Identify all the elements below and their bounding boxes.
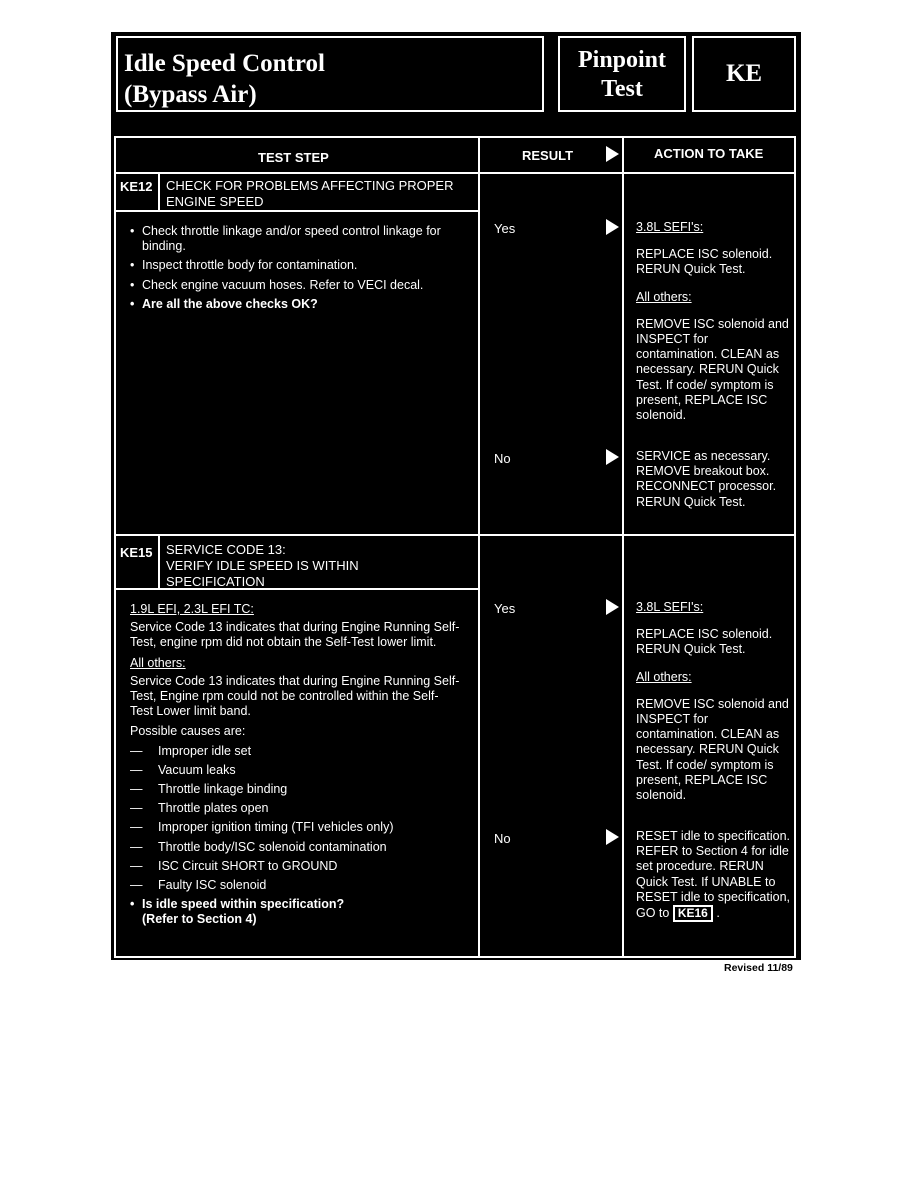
- result-arrow-icon: [606, 829, 619, 845]
- action-text: REMOVE ISC solenoid and INSPECT for contamination. CLEAN as necessary. RERUN Quick Test. If code/ symptom is present, REPLACE ISC solenoid.: [636, 696, 789, 803]
- title-line-2: (Bypass Air): [124, 81, 257, 108]
- step-checks: [130, 224, 460, 316]
- action-heading: All others:: [636, 669, 692, 684]
- result-yes: Yes: [494, 601, 516, 616]
- result-arrow-icon: [606, 449, 619, 465]
- step-id-underline: [114, 210, 160, 212]
- action-heading: 3.8L SEFI's:: [636, 600, 704, 614]
- result-arrow-icon: [606, 146, 619, 162]
- step-title-line: CHECK FOR PROBLEMS AFFECTING PROPER: [166, 178, 454, 193]
- action-heading: 3.8L SEFI's:: [636, 220, 704, 234]
- page-title: [116, 36, 544, 112]
- result-no: No: [494, 451, 511, 466]
- description-text: Service Code 13 indicates that during Engine Running Self-Test, Engine rpm could not be controlled within the Self-Test Lower limit band.: [130, 673, 460, 719]
- column-divider: [622, 136, 624, 958]
- action-yes: [636, 220, 790, 422]
- step-title: [166, 178, 454, 210]
- step-title-line: ENGINE SPEED: [166, 194, 264, 209]
- column-header-test-step: TEST STEP: [258, 150, 329, 165]
- cause-item: — Improper ignition timing (TFI vehicles only): [130, 820, 460, 835]
- cause-item: — Throttle plates open: [130, 801, 460, 816]
- action-text: REPLACE ISC solenoid. RERUN Quick Test.: [636, 247, 773, 277]
- step-id-divider: [158, 536, 160, 590]
- title-line-1: Idle Speed Control: [124, 50, 325, 77]
- result-no: No: [494, 831, 511, 846]
- step-id: KE15: [120, 545, 153, 560]
- step-title: [166, 542, 359, 590]
- pinpoint-test-label: [558, 36, 686, 112]
- test-code-label: KE: [692, 36, 796, 112]
- header-divider: [114, 172, 796, 174]
- action-heading: All others:: [636, 289, 692, 304]
- column-header-action: ACTION TO TAKE: [654, 146, 764, 161]
- column-header-result: RESULT: [522, 148, 574, 163]
- description-text: Service Code 13 indicates that during Engine Running Self-Test, engine rpm did not obtain the Self-Test lower limit.: [130, 620, 460, 650]
- action-yes: [636, 600, 790, 803]
- action-text: REPLACE ISC solenoid. RERUN Quick Test.: [636, 627, 773, 657]
- check-question: • Is idle speed within specification? (Refer to Section 4): [130, 897, 380, 927]
- goto-suffix: .: [716, 906, 720, 921]
- column-divider: [478, 136, 480, 958]
- check-item: • Check throttle linkage and/or speed control linkage for binding.: [130, 224, 460, 254]
- description-heading: All others:: [130, 655, 186, 670]
- revision-note: Revised 11/89: [724, 962, 793, 974]
- cause-item: — Improper idle set: [130, 744, 460, 759]
- causes-intro: Possible causes are:: [130, 724, 246, 739]
- action-no: [636, 829, 790, 922]
- pinpoint-line-1: Pinpoint: [577, 47, 667, 73]
- action-no: SERVICE as necessary. REMOVE breakout box. RECONNECT processor. RERUN Quick Test.: [636, 449, 777, 509]
- step-id: KE12: [120, 179, 153, 194]
- action-text: REMOVE ISC solenoid and INSPECT for contamination. CLEAN as necessary. RERUN Quick Test. If code/ symptom is present, REPLACE ISC solenoid.: [636, 316, 789, 422]
- check-question: • Are all the above checks OK?: [130, 297, 460, 312]
- result-yes: Yes: [494, 221, 516, 236]
- cause-item: — Faulty ISC solenoid: [130, 878, 460, 893]
- description-heading: 1.9L EFI, 2.3L EFI TC:: [130, 602, 254, 616]
- cause-item: — Throttle linkage binding: [130, 782, 460, 797]
- check-item: • Inspect throttle body for contamination.: [130, 258, 460, 273]
- action-text: RESET idle to specification. REFER to Section 4 for idle set procedure. RERUN Quick Test. If UNABLE to RESET idle to specification, GO to: [636, 829, 791, 921]
- step-divider: [114, 534, 796, 536]
- step-id-divider: [158, 174, 160, 212]
- step-title-line: SPECIFICATION: [166, 574, 265, 589]
- step-id-underline: [114, 588, 160, 590]
- step-title-divider: [158, 210, 478, 212]
- check-item: • Check engine vacuum hoses. Refer to VECI decal.: [130, 278, 460, 293]
- cause-item: — Throttle body/ISC solenoid contamination: [130, 840, 460, 855]
- cause-item: — ISC Circuit SHORT to GROUND: [130, 859, 460, 874]
- step-title-line: VERIFY IDLE SPEED IS WITHIN: [166, 558, 359, 573]
- step-title-line: SERVICE CODE 13:: [166, 542, 286, 557]
- goto-step-link[interactable]: KE16: [673, 905, 713, 922]
- pinpoint-line-2: Test: [601, 76, 643, 102]
- result-arrow-icon: [606, 219, 619, 235]
- step-description: [130, 602, 460, 932]
- cause-item: — Vacuum leaks: [130, 763, 460, 778]
- result-arrow-icon: [606, 599, 619, 615]
